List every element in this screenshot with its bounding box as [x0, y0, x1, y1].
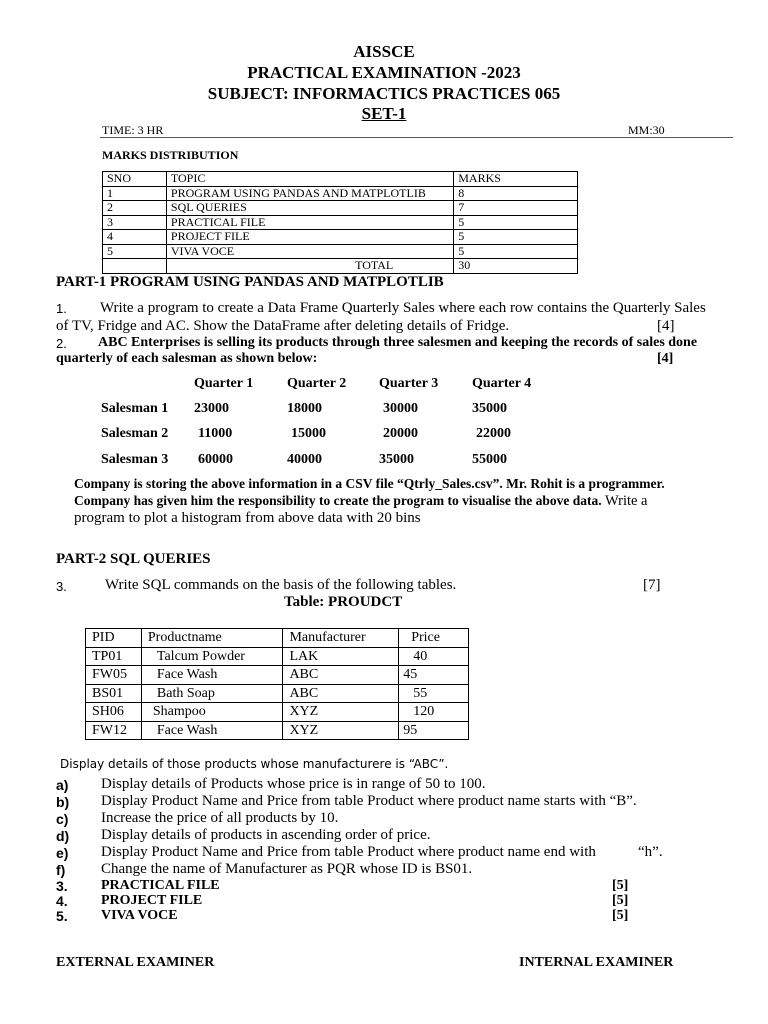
sales-value: 55000	[472, 452, 507, 467]
table-row	[103, 215, 578, 230]
item-number: 5.	[56, 908, 68, 924]
q1-line1: Write a program to create a Data Frame Quarterly Sales where each row contains the Quarterly Sales	[100, 300, 706, 316]
table-cell: 1	[103, 186, 167, 201]
q3-number: 3.	[56, 579, 67, 594]
table-row	[103, 186, 578, 201]
table-cell: BS01	[86, 684, 142, 703]
sales-value: 30000	[383, 401, 418, 416]
q1-line2: of TV, Fridge and AC. Show the DataFrame after deleting details of Fridge.	[56, 318, 510, 334]
table-cell: ABC	[283, 684, 399, 703]
query-tail: “h”.	[638, 844, 663, 860]
sales-value: 11000	[198, 426, 233, 441]
table-cell: 7	[454, 201, 578, 216]
q2-note-line1: Company is storing the above information in a CSV file “Qtrly_Sales.csv”. Mr. Rohit is a programmer.	[74, 476, 665, 491]
sales-value: 40000	[287, 452, 322, 467]
q2-marks: [4]	[657, 351, 674, 366]
table-cell: 45	[399, 666, 469, 685]
table-cell: PRACTICAL FILE	[166, 215, 453, 230]
query-text: Display details of products in ascending order of price.	[101, 827, 431, 843]
sales-value: 35000	[472, 401, 507, 416]
sales-value: 22000	[476, 426, 511, 441]
q2-note-line3: program to plot a histogram from above data with 20 bins	[74, 510, 421, 526]
sales-value: 20000	[383, 426, 418, 441]
table-cell: XYZ	[283, 721, 399, 740]
q1-marks: [4]	[657, 318, 675, 334]
q2-line2: quarterly of each salesman as shown below:	[56, 351, 318, 366]
total-label: TOTAL	[166, 259, 453, 274]
query-text: Change the name of Manufacturer as PQR whose ID is BS01.	[101, 861, 473, 877]
salesman-name: Salesman 1	[101, 401, 169, 416]
table-cell: 120	[399, 703, 469, 722]
item-number: 4.	[56, 893, 68, 909]
total-value: 30	[454, 259, 578, 274]
table-cell: Talcum Powder	[141, 647, 283, 666]
quarter-header: Quarter 1	[194, 376, 254, 391]
salesman-name: Salesman 3	[101, 452, 169, 467]
table-cell: LAK	[283, 647, 399, 666]
table-cell: 4	[103, 230, 167, 245]
item-title: VIVA VOCE	[101, 908, 178, 923]
set-label-wrap	[0, 104, 768, 124]
table-row	[103, 172, 578, 187]
table-cell: 2	[103, 201, 167, 216]
table-cell: TP01	[86, 647, 142, 666]
query-label: a)	[56, 777, 69, 793]
external-examiner: EXTERNAL EXAMINER	[56, 955, 215, 970]
table-cell: FW12	[86, 721, 142, 740]
sales-value: 18000	[287, 401, 322, 416]
q2-note-line2-plain: Write a	[601, 493, 648, 509]
table-cell: Bath Soap	[141, 684, 283, 703]
query-text: Display details of Products whose price is in range of 50 to 100.	[101, 776, 486, 792]
time-label: TIME: 3 HR	[102, 123, 164, 137]
header-cell: PID	[86, 629, 142, 648]
intro-query: Display details of those products whose manufacturere is “ABC”.	[60, 757, 449, 771]
table-row	[86, 703, 469, 722]
q2-number: 2.	[56, 336, 67, 351]
header-cell: SNO	[103, 172, 167, 187]
table-cell: 8	[454, 186, 578, 201]
product-table-title: Table: PROUDCT	[284, 594, 403, 610]
subject-title: SUBJECT: INFORMACTICS PRACTICES 065	[207, 84, 561, 103]
table-row	[103, 244, 578, 259]
sales-value: 35000	[379, 452, 414, 467]
table-row	[86, 684, 469, 703]
query-text: Display Product Name and Price from table Product where product name end with	[101, 844, 596, 860]
q2-note-line2	[74, 493, 648, 510]
salesman-name: Salesman 2	[101, 426, 169, 441]
table-cell: ABC	[283, 666, 399, 685]
marks-table	[102, 171, 578, 274]
query-label: c)	[56, 811, 69, 827]
marks-distribution-title: MARKS DISTRIBUTION	[102, 148, 239, 162]
q3-marks: [7]	[643, 577, 661, 593]
quarter-header: Quarter 4	[472, 376, 532, 391]
max-marks: MM:30	[628, 123, 665, 137]
table-row	[86, 629, 469, 648]
table-cell: 5	[454, 215, 578, 230]
q2-line1: ABC Enterprises is selling its products through three salesmen and keeping the records of sales done	[98, 335, 698, 350]
quarter-header: Quarter 2	[287, 376, 347, 391]
table-cell: 40	[399, 647, 469, 666]
table-cell: Face Wash	[141, 721, 283, 740]
table-cell: 3	[103, 215, 167, 230]
exam-board: AISSCE	[353, 42, 415, 61]
exam-title: PRACTICAL EXAMINATION -2023	[247, 63, 521, 82]
sales-value: 60000	[198, 452, 233, 467]
product-table	[85, 628, 469, 740]
table-cell: Shampoo	[141, 703, 283, 722]
table-cell	[103, 259, 167, 274]
table-cell: Face Wash	[141, 666, 283, 685]
table-cell: VIVA VOCE	[166, 244, 453, 259]
set-label: SET-1	[361, 104, 407, 123]
table-cell: SH06	[86, 703, 142, 722]
table-row	[86, 647, 469, 666]
sales-value: 23000	[194, 401, 229, 416]
table-row	[103, 201, 578, 216]
item-marks: [5]	[612, 878, 629, 893]
table-row	[86, 721, 469, 740]
header-cell: TOPIC	[166, 172, 453, 187]
sales-value: 15000	[291, 426, 326, 441]
header-cell: MARKS	[454, 172, 578, 187]
query-label: e)	[56, 845, 69, 861]
table-cell: 55	[399, 684, 469, 703]
total-row	[103, 259, 578, 274]
quarter-header: Quarter 3	[379, 376, 439, 391]
part2-heading: PART-2 SQL QUERIES	[56, 551, 211, 567]
table-cell: FW05	[86, 666, 142, 685]
q3-text: Write SQL commands on the basis of the following tables.	[105, 577, 457, 593]
table-cell: 5	[103, 244, 167, 259]
query-label: b)	[56, 794, 70, 810]
item-title: PROJECT FILE	[101, 893, 203, 908]
q2-note-line2-bold: Company has given him the responsibility to create the program to visualise the above data.	[74, 493, 602, 508]
table-row	[86, 666, 469, 685]
query-label: d)	[56, 828, 70, 844]
item-number: 3.	[56, 878, 68, 894]
table-cell: 95	[399, 721, 469, 740]
table-cell: 5	[454, 230, 578, 245]
header-divider	[100, 137, 733, 138]
item-title: PRACTICAL FILE	[101, 878, 220, 893]
item-marks: [5]	[612, 908, 629, 923]
table-cell: 5	[454, 244, 578, 259]
header-cell: Productname	[141, 629, 283, 648]
query-text: Increase the price of all products by 10.	[101, 810, 339, 826]
header-cell: Manufacturer	[283, 629, 399, 648]
table-cell: XYZ	[283, 703, 399, 722]
part1-heading: PART-1 PROGRAM USING PANDAS AND MATPLOTLIB	[56, 274, 444, 290]
table-cell: PROJECT FILE	[166, 230, 453, 245]
header-cell: Price	[399, 629, 469, 648]
query-label: f)	[56, 862, 66, 878]
table-cell: SQL QUERIES	[166, 201, 453, 216]
table-row	[103, 230, 578, 245]
internal-examiner: INTERNAL EXAMINER	[519, 955, 674, 970]
q1-number: 1.	[56, 301, 67, 316]
item-marks: [5]	[612, 893, 629, 908]
table-cell: PROGRAM USING PANDAS AND MATPLOTLIB	[166, 186, 453, 201]
query-text: Display Product Name and Price from table Product where product name starts with “B”.	[101, 793, 637, 809]
